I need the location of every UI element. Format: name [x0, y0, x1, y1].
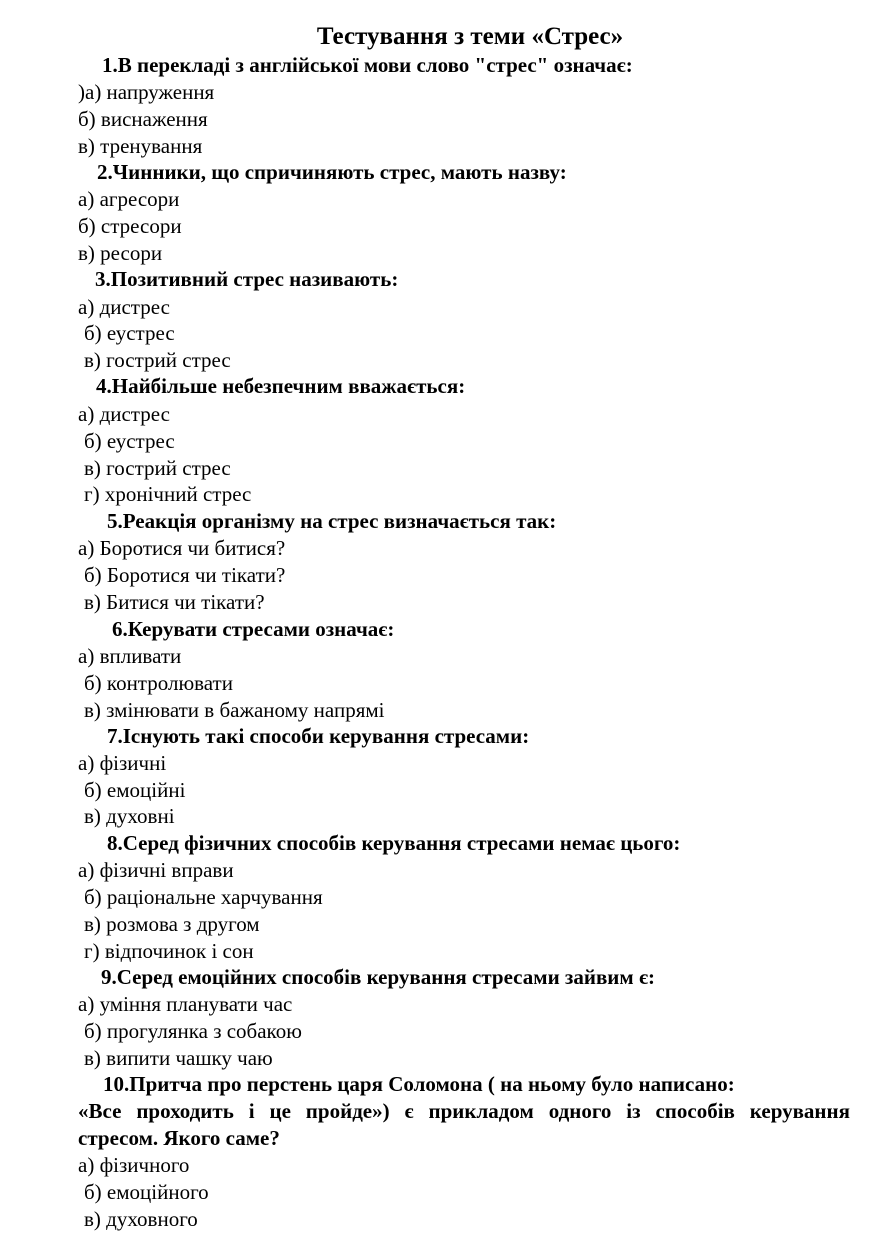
q2-option-b: б) стресори: [78, 214, 182, 238]
question-10: [78, 1071, 850, 1152]
q6-option-b: б) контролювати: [84, 671, 233, 695]
question-3: 3.Позитивний стрес називають:: [95, 267, 399, 291]
q8-option-b: б) раціональне харчування: [84, 885, 323, 909]
q8-option-c: в) розмова з другом: [84, 912, 260, 936]
q5-option-c: в) Битися чи тікати?: [84, 590, 265, 614]
question-6: 6.Керувати стресами означає:: [112, 617, 395, 641]
question-4: 4.Найбільше небезпечним вважається:: [96, 374, 466, 398]
question-10-line-1: 10.Притча про перстень царя Соломона ( на ньому було написано:: [103, 1072, 735, 1096]
q9-option-b: б) прогулянка з собакою: [84, 1019, 302, 1043]
q5-option-b: б) Боротися чи тікати?: [84, 563, 286, 587]
q2-option-c: в) ресори: [78, 241, 163, 265]
q4-option-b: б) еустрес: [84, 429, 175, 453]
q2-option-a: а) агресори: [78, 187, 180, 211]
document-title: Тестування з теми «Стрес»: [316, 23, 624, 50]
q5-option-a: а) Боротися чи битися?: [78, 536, 286, 560]
q10-option-b: б) емоційного: [84, 1180, 209, 1204]
q3-option-a: а) дистрес: [78, 295, 170, 319]
question-10-line-3: стресом. Якого саме?: [78, 1126, 280, 1150]
q6-option-a: а) впливати: [78, 644, 182, 668]
q10-option-c: в) духовного: [84, 1207, 198, 1231]
question-8: 8.Серед фізичних способів керування стресами немає цього:: [107, 831, 681, 855]
q8-option-d: г) відпочинок і сон: [84, 939, 254, 963]
q8-option-a: а) фізичні вправи: [78, 858, 234, 882]
q7-option-a: а) фізичні: [78, 751, 167, 775]
question-1: 1.В перекладі з англійської мови слово "стрес" означає:: [102, 53, 633, 77]
q4-option-c: в) гострий стрес: [84, 456, 231, 480]
question-7: 7.Існують такі способи керування стресами:: [107, 724, 530, 748]
question-9: 9.Серед емоційних способів керування стресами зайвим є:: [101, 965, 656, 989]
q7-option-c: в) духовні: [84, 804, 175, 828]
question-5: 5.Реакція організму на стрес визначається так:: [107, 509, 557, 533]
q1-option-b: б) виснаження: [78, 107, 208, 131]
q3-option-b: б) еустрес: [84, 321, 175, 345]
q1-option-a: )а) напруження: [78, 80, 215, 104]
question-2: 2.Чинники, що спричиняють стрес, мають назву:: [97, 160, 567, 184]
q10-option-a: а) фізичного: [78, 1153, 190, 1177]
q4-option-a: а) дистрес: [78, 402, 170, 426]
q6-option-c: в) змінювати в бажаному напрямі: [84, 698, 385, 722]
question-10-line-2: «Все проходить і це пройде») є прикладом одного із способів керування: [78, 1099, 850, 1123]
q3-option-c: в) гострий стрес: [84, 348, 231, 372]
q1-option-c: в) тренування: [78, 134, 203, 158]
q9-option-a: а) уміння планувати час: [78, 992, 293, 1016]
q9-option-c: в) випити чашку чаю: [84, 1046, 273, 1070]
q7-option-b: б) емоційні: [84, 778, 186, 802]
q4-option-d: г) хронічний стрес: [84, 482, 252, 506]
